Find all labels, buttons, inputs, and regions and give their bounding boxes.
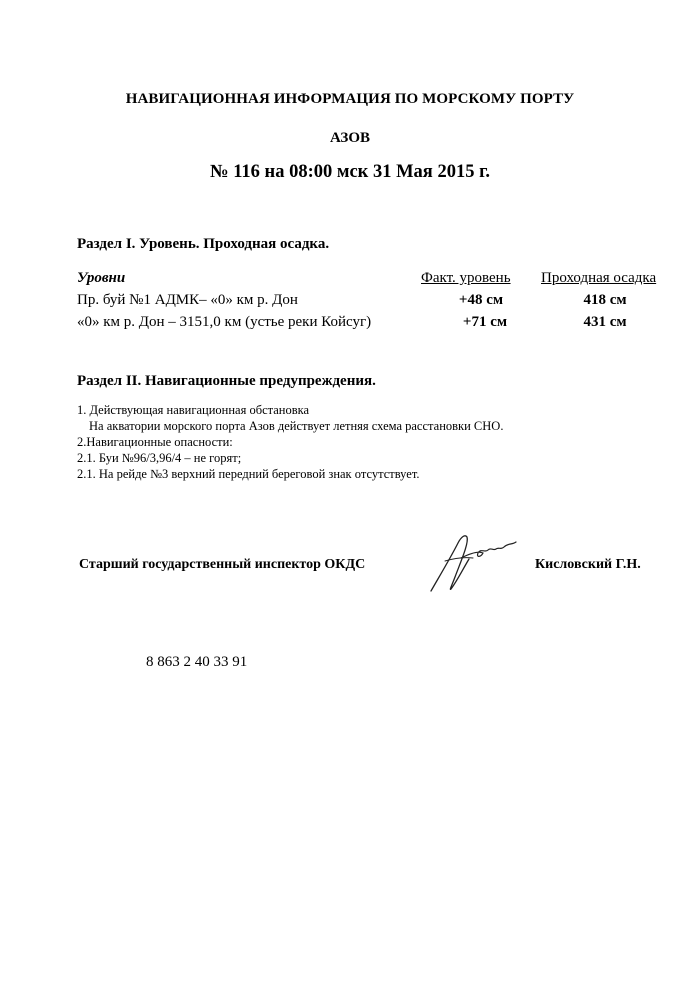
warning-line: На акватории морского порта Азов действует летняя схема расстановки СНО. <box>89 419 504 433</box>
section-2-heading: Раздел II. Навигационные предупреждения. <box>77 373 376 389</box>
signatory-name: Кисловский Г.Н. <box>535 557 641 572</box>
column-header-actual-level: Факт. уровень <box>421 270 511 286</box>
signatory-position: Старший государственный инспектор ОКДС <box>79 557 366 572</box>
warning-line: 2.Навигационные опасности: <box>77 435 233 449</box>
bulletin-number-date: № 116 на 08:00 мск 31 Мая 2015 г. <box>209 162 491 182</box>
table-row-actual-level: +48 см <box>458 292 504 308</box>
table-row-name: Пр. буй №1 АДМК– «0» км р. Дон <box>77 292 298 308</box>
warning-line: 2.1. Буи №96/3,96/4 – не горят; <box>77 451 242 465</box>
column-header-levels: Уровни <box>77 270 126 286</box>
section-1-heading: Раздел I. Уровень. Проходная осадка. <box>77 236 330 252</box>
warning-line: 2.1. На рейде №3 верхний передний береговой знак отсутствует. <box>77 467 420 481</box>
contact-phone: 8 863 2 40 33 91 <box>146 654 248 670</box>
port-name: АЗОВ <box>329 130 371 146</box>
warning-line: 1. Действующая навигационная обстановка <box>77 403 310 417</box>
table-row-name: «0» км р. Дон – 3151,0 км (устье реки Койсуг) <box>77 314 372 330</box>
column-header-draft: Проходная осадка <box>541 270 657 286</box>
handwritten-signature <box>425 531 520 597</box>
document-title: НАВИГАЦИОННАЯ ИНФОРМАЦИЯ ПО МОРСКОМУ ПОРТУ <box>125 91 575 107</box>
table-row-draft: 431 см <box>583 314 627 330</box>
table-row-actual-level: +71 см <box>462 314 508 330</box>
table-row-draft: 418 см <box>583 292 627 308</box>
